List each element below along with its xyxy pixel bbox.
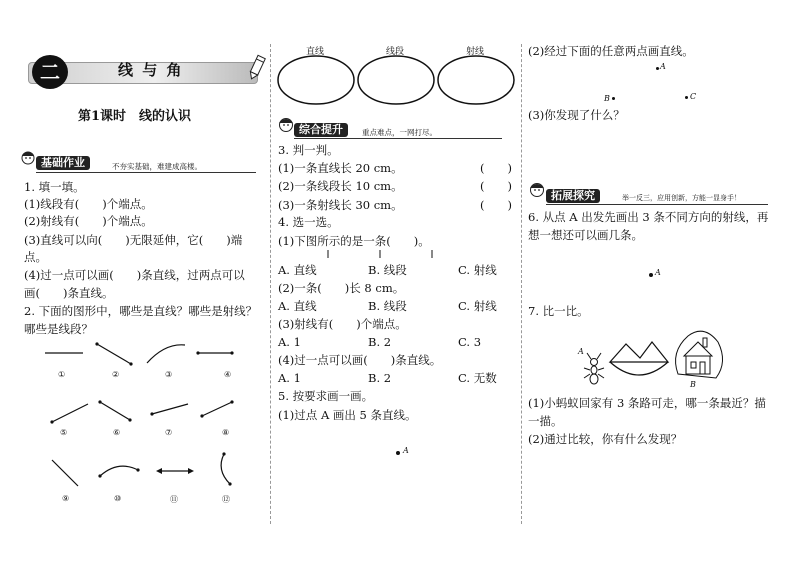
- figure-3-curve: [145, 343, 189, 367]
- q7-label-b: B: [690, 380, 696, 389]
- q4-2-text: (2)一条( )长 8 cm。: [278, 281, 405, 295]
- figure-label: ⑨: [62, 494, 70, 503]
- ext-slogan: 举一反三，应用创新，方能一显身手！: [622, 194, 741, 202]
- q7-title: 7. 比一比。: [528, 304, 589, 318]
- q3-item: (3)一条射线长 30 cm。: [278, 198, 403, 212]
- figure-label: ⑦: [165, 428, 173, 437]
- q3-item: (2)一条线段长 10 cm。: [278, 179, 403, 193]
- ellipse-label: 线段: [386, 47, 405, 57]
- q5-3-text: (3)你发现了什么？: [528, 108, 625, 122]
- path-mountains: [610, 342, 668, 362]
- q4-option: B. 2: [368, 335, 392, 349]
- figure-1-line: [45, 348, 85, 358]
- q1-line: 点。: [24, 250, 47, 264]
- comp-slogan: 重点难点，一网打尽。: [362, 128, 437, 137]
- figure-label: ⑤: [60, 428, 68, 437]
- point-a-dot: [656, 67, 659, 70]
- path-bowl: [610, 362, 668, 375]
- boy-icon: [276, 116, 296, 138]
- ant-icon: [584, 353, 604, 384]
- girl-icon: [18, 150, 38, 170]
- q6-point-dot: [649, 273, 653, 277]
- basic-slogan: 不夯实基础，难建成高楼。: [112, 162, 202, 171]
- q6-point-label: A: [655, 268, 661, 277]
- q4-option: C. 射线: [458, 299, 497, 313]
- column-divider-2: [521, 44, 522, 524]
- figure-label: ⑧: [222, 428, 230, 437]
- q7-1-line: 一描。: [528, 414, 563, 428]
- basic-rule: [36, 172, 256, 173]
- house-icon: [676, 331, 723, 378]
- q6-line: 6. 从点 A 出发先画出 3 条不同方向的射线，再: [528, 210, 769, 224]
- figure-10-curve: [98, 460, 142, 480]
- figure-label: ⑥: [113, 428, 121, 437]
- q4-3-text: (3)射线有( )个端点。: [278, 317, 407, 331]
- figure-label: ①: [58, 370, 66, 379]
- column-divider-1: [270, 44, 271, 524]
- ellipse-segment: [358, 56, 434, 104]
- figure-4-segment: [196, 348, 236, 358]
- q3-answer-box[interactable]: ( ): [480, 179, 512, 193]
- q4-option: B. 2: [368, 371, 392, 385]
- q5-title: 5. 按要求画一画。: [278, 389, 374, 403]
- point-label: A: [660, 62, 666, 71]
- ext-tag: 拓展探究: [546, 189, 600, 203]
- figure-11-segment: [156, 466, 196, 476]
- point-b-dot: [612, 97, 615, 100]
- figure-label: ⑩: [114, 494, 122, 503]
- q2-line: 哪些是线段？: [24, 322, 93, 336]
- point-label: B: [604, 94, 610, 103]
- q4-option: C. 射线: [458, 263, 497, 277]
- figure-2-segment: [95, 342, 135, 368]
- ellipse-label: 射线: [466, 47, 485, 57]
- q4-title: 4. 选一选。: [278, 215, 339, 229]
- q5-1-text: (1)过点 A 画出 5 条直线。: [278, 408, 417, 422]
- q3-item: (1)一条直线长 20 cm。: [278, 161, 403, 175]
- figure-label: ④: [224, 370, 232, 379]
- q1-line: (3)直线可以向( )无限延伸，它( )端: [24, 233, 243, 247]
- comp-tag: 综合提升: [294, 123, 348, 137]
- q1-line: (2)射线有( )个端点。: [24, 214, 153, 228]
- q7-label-a: A: [578, 347, 584, 356]
- figure-9-line: [50, 458, 80, 488]
- q4-option: A. 直线: [278, 299, 317, 313]
- ellipse-label: 直线: [306, 47, 325, 57]
- q1-title: 1. 填一填。: [24, 180, 85, 194]
- q1-line: 画( )条直线。: [24, 286, 114, 300]
- figure-12-curve: [216, 452, 236, 486]
- figure-label: ⑪: [170, 495, 178, 504]
- ellipse-ray: [438, 56, 514, 104]
- point-a-dot: [396, 451, 400, 455]
- unit-number-badge: 二: [32, 55, 68, 89]
- q4-option: A. 1: [278, 335, 301, 349]
- figure-5-ray: [50, 402, 90, 424]
- q1-line: (1)线段有( )个端点。: [24, 197, 153, 211]
- q4-option: A. 1: [278, 371, 301, 385]
- figure-7-ray: [150, 402, 190, 418]
- q5-2-text: (2)经过下面的任意两点画直线。: [528, 44, 694, 58]
- ext-rule: [546, 204, 768, 205]
- comp-rule: [294, 138, 502, 139]
- ant-house-illustration: [578, 322, 728, 392]
- lesson-title: 第1课时 线的认识: [78, 109, 192, 124]
- q2-line: 2. 下面的图形中，哪些是直线？哪些是射线？: [24, 304, 258, 318]
- classification-ellipses: [276, 54, 516, 108]
- q4-option: C. 无数: [458, 371, 497, 385]
- figure-label: ②: [112, 370, 120, 379]
- q7-2-text: (2)通过比较，你有什么发现？: [528, 432, 683, 446]
- q7-1-line: (1)小蚂蚁回家有 3 条路可走，哪一条最近？描: [528, 396, 766, 410]
- q3-title: 3. 判一判。: [278, 143, 339, 157]
- q4-option: B. 线段: [368, 263, 407, 277]
- point-a-label: A: [403, 446, 409, 455]
- q6-line: 想一想还可以画几条。: [528, 228, 643, 242]
- q4-option: B. 线段: [368, 299, 407, 313]
- q1-line: (4)过一点可以画( )条直线，过两点可以: [24, 268, 245, 282]
- q4-1-figure-segment: [326, 250, 436, 260]
- unit-title: 线 与 角: [118, 61, 184, 79]
- ellipse-line: [278, 56, 354, 104]
- point-label: C: [690, 92, 697, 101]
- point-c-dot: [685, 96, 688, 99]
- q4-4-text: (4)过一点可以画( )条直线。: [278, 353, 442, 367]
- girl-icon: [526, 180, 548, 202]
- figure-label: ⑫: [222, 495, 230, 504]
- pencil-icon: [248, 54, 266, 80]
- figure-8-segment: [200, 400, 236, 418]
- figure-label: ③: [165, 370, 173, 379]
- q4-option: C. 3: [458, 335, 482, 349]
- basic-tag: 基础作业: [36, 156, 90, 170]
- q3-answer-box[interactable]: ( ): [480, 161, 512, 175]
- q3-answer-box[interactable]: ( ): [480, 198, 512, 212]
- q4-option: A. 直线: [278, 263, 317, 277]
- figure-6-segment: [98, 400, 134, 422]
- q4-1-text: (1)下图所示的是一条( )。: [278, 234, 430, 248]
